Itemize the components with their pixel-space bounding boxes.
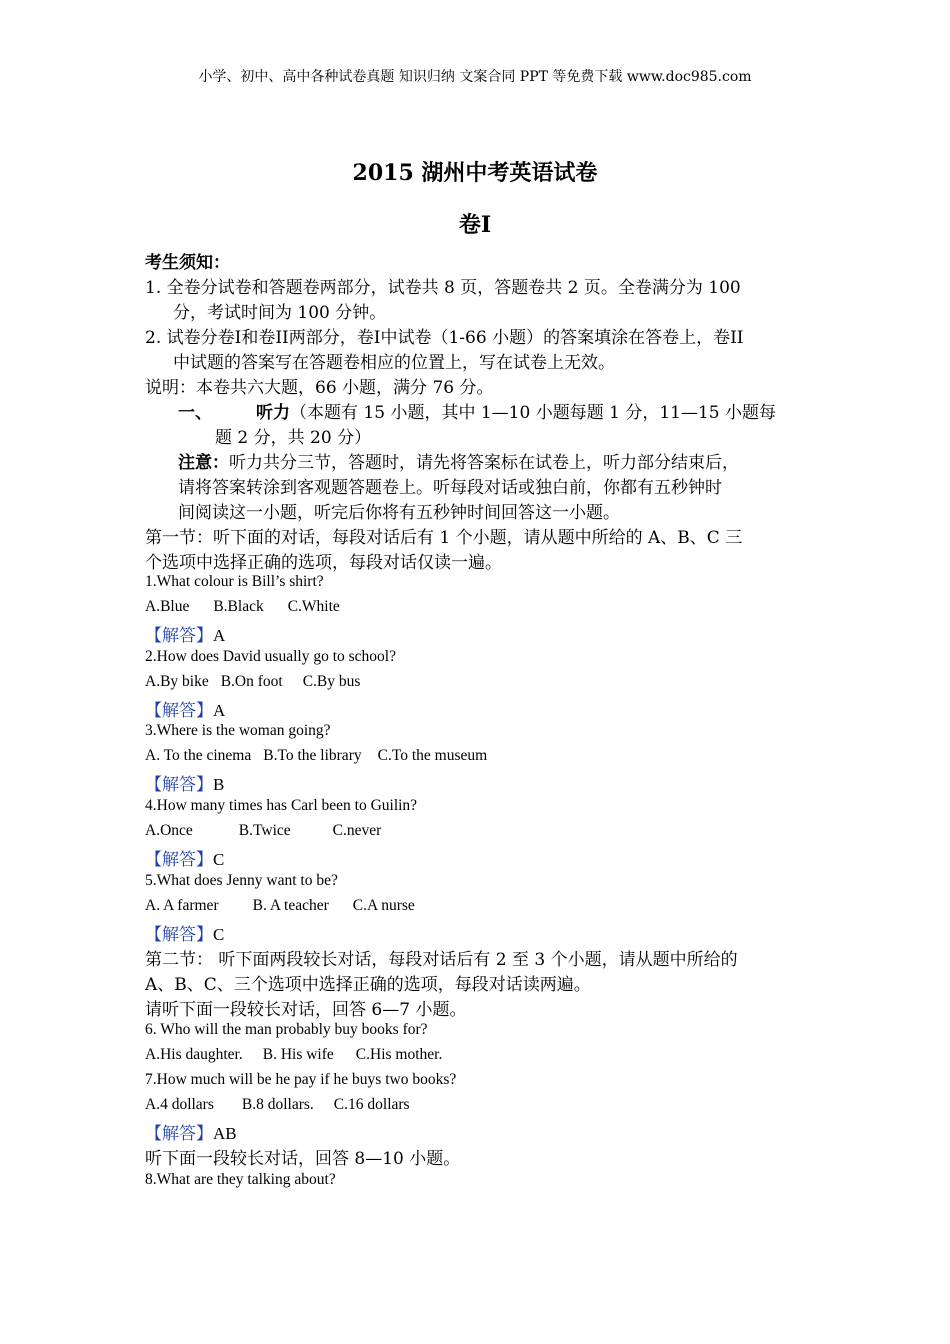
option-c: C.White (287, 598, 340, 615)
notice-item-2-cont: 中试题的答案写在答题卷相应的位置上，写在试卷上无效。 (173, 353, 615, 373)
question-1-options (145, 598, 340, 616)
notice-heading: 考生须知： (145, 253, 230, 273)
question-5-options (145, 897, 415, 915)
notice-item-1-cont: 分，考试时间为 100 分钟。 (173, 303, 387, 323)
answer-5 (145, 920, 224, 945)
answer-label: 【解答】 (145, 626, 213, 646)
answer-label: 【解答】 (145, 925, 213, 945)
question-6-options (145, 1046, 442, 1064)
option-b: B.On foot (220, 673, 283, 690)
option-c: C.16 dollars (333, 1096, 410, 1113)
option-b: B. A teacher (252, 897, 329, 914)
option-a: A.His daughter. (145, 1046, 243, 1063)
question-3: 3.Where is the woman going? (145, 722, 331, 739)
option-b: B. His wife (262, 1046, 334, 1063)
answer-2 (145, 696, 225, 721)
option-c: C.A nurse (352, 897, 415, 914)
question-2: 2.How does David usually go to school? (145, 648, 396, 665)
question-4-options (145, 822, 381, 840)
option-a: A.By bike (145, 673, 209, 690)
answer-1 (145, 621, 225, 646)
question-3-options (145, 747, 487, 765)
option-a: A.Blue (145, 598, 190, 615)
section2-instructions: 第二节： 听下面两段较长对话，每段对话后有 2 至 3 个小题，请从题中所给的 (145, 950, 738, 970)
option-c: C.To the museum (377, 747, 488, 764)
section-number: 一、 (178, 403, 212, 423)
option-c: C.His mother. (355, 1046, 443, 1063)
answer-label: 【解答】 (145, 1124, 213, 1144)
option-b: B.To the library (263, 747, 362, 764)
exam-explanation: 说明：本卷共六大题，66 小题，满分 76 分。 (145, 378, 494, 398)
listening-label: 听力 (256, 403, 290, 423)
note-text-2: 请将答案转涂到客观题答题卷上。听每段对话或独白前，你都有五秒钟时 (178, 478, 722, 498)
section2-dialogue-intro: 请听下面一段较长对话，回答 6—7 小题。 (145, 1000, 467, 1020)
notice-item-1: 1. 全卷分试卷和答题卷两部分，试卷共 8 页，答题卷共 2 页。全卷满分为 100 (145, 278, 741, 298)
answer-4 (145, 845, 224, 870)
option-a: A. To the cinema (145, 747, 252, 764)
answer-value: C (213, 925, 225, 944)
answer-label: 【解答】 (145, 775, 213, 795)
answer-value: C (213, 850, 225, 869)
section1-instructions-cont: 个选项中选择正确的选项，每段对话仅读一遍。 (145, 553, 502, 573)
answer-3 (145, 770, 224, 795)
option-a: A.Once (145, 822, 193, 839)
section2-instructions-cont: A、B、C、三个选项中选择正确的选项，每段对话读两遍。 (145, 975, 591, 995)
question-2-options (145, 673, 360, 691)
answer-label: 【解答】 (145, 850, 213, 870)
answer-value: A (213, 701, 226, 720)
page-header: 小学、初中、高中各种试卷真题 知识归纳 文案合同 PPT 等免费下载 www.doc985.com (198, 69, 752, 85)
note-label: 注意： (178, 453, 229, 473)
question-4: 4.How many times has Carl been to Guilin? (145, 797, 418, 814)
listening-heading (178, 398, 776, 423)
answer-label: 【解答】 (145, 701, 213, 721)
listening-desc-cont: 题 2 分，共 20 分） (215, 428, 372, 448)
question-8: 8.What are they talking about? (145, 1171, 336, 1188)
notice-item-2: 2. 试卷分卷I和卷II两部分，卷I中试卷（1-66 小题）的答案填涂在答卷上，卷II (145, 328, 744, 348)
page-title: 2015 湖州中考英语试卷 (352, 160, 598, 186)
option-b: B.Black (213, 598, 264, 615)
question-1: 1.What colour is Bill’s shirt? (145, 573, 324, 590)
option-a: A. A farmer (145, 897, 219, 914)
option-c: C.never (332, 822, 382, 839)
listening-desc: （本题有 15 小题，其中 1—10 小题每题 1 分，11—15 小题每 (290, 403, 776, 423)
answer-value: A (213, 626, 226, 645)
note-text-3: 间阅读这一小题，听完后你将有五秒钟时间回答这一小题。 (178, 503, 620, 523)
page-subtitle: 卷I (458, 212, 492, 238)
listening-note (178, 448, 739, 473)
answer-value: B (213, 775, 225, 794)
option-b: B.Twice (238, 822, 291, 839)
question-7-options (145, 1096, 410, 1114)
option-b: B.8 dollars. (241, 1096, 314, 1113)
dialogue-intro-8-10: 听下面一段较长对话，回答 8—10 小题。 (145, 1149, 461, 1169)
answer-value: AB (213, 1124, 237, 1143)
section1-instructions: 第一节：听下面的对话，每段对话后有 1 个小题，请从题中所给的 A、B、C 三 (145, 528, 743, 548)
question-6: 6. Who will the man probably buy books for? (145, 1021, 428, 1038)
question-5: 5.What does Jenny want to be? (145, 872, 338, 889)
option-c: C.By bus (302, 673, 361, 690)
option-a: A.4 dollars (145, 1096, 214, 1113)
question-7: 7.How much will be he pay if he buys two books? (145, 1071, 457, 1088)
note-text: 听力共分三节，答题时，请先将答案标在试卷上，听力部分结束后， (229, 453, 739, 473)
answer-6-7 (145, 1119, 237, 1144)
